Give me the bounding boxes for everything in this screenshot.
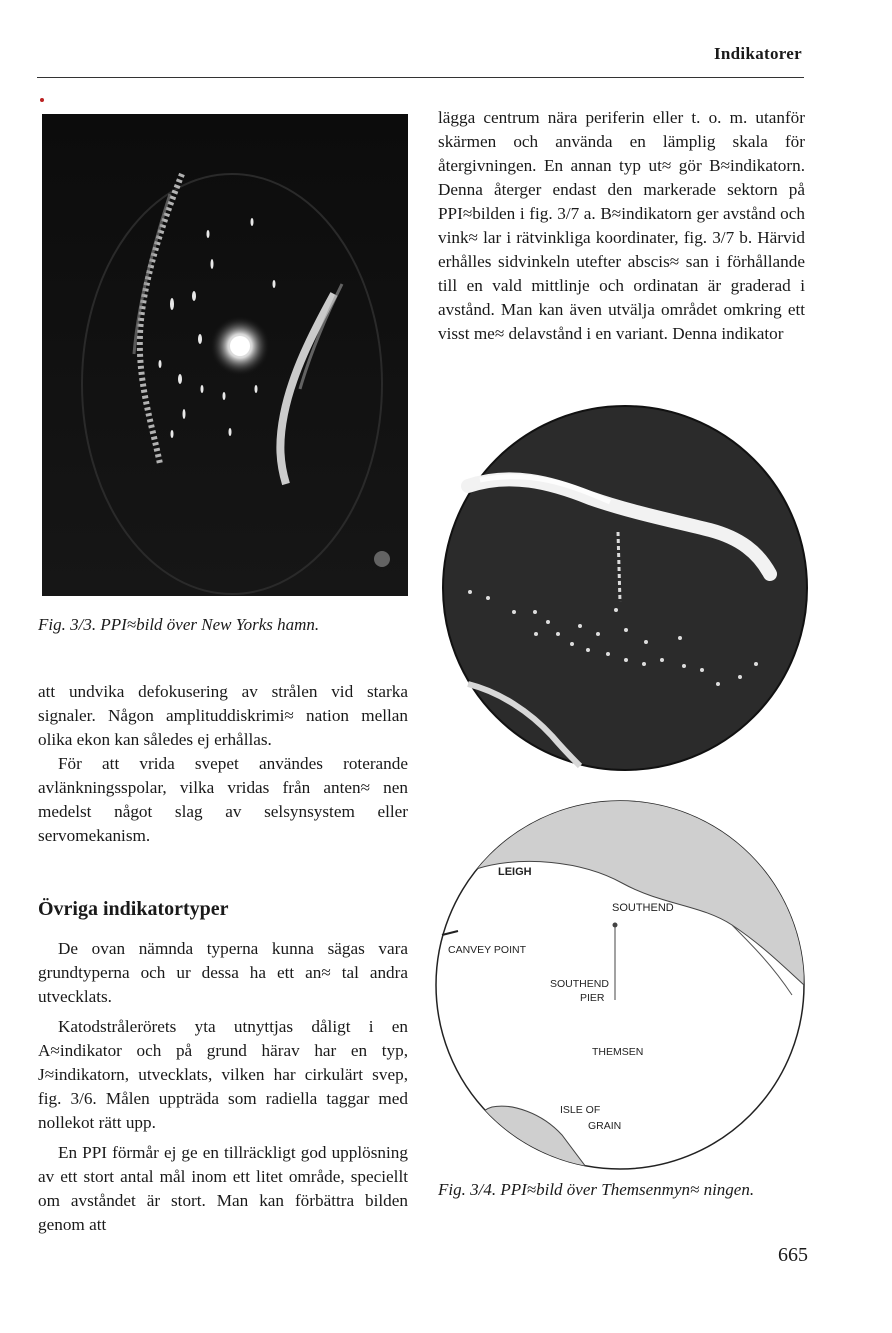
label-isle-of: ISLE OF [560,1104,601,1116]
section-paragraph-3: En PPI förmår ej ge en tillräckligt god upplösning av ett stort antal mål inom ett litet område, speciellt om avståndet är stort. Man kan förbättra bilden genom att [38,1143,408,1234]
label-southend-pier-1: SOUTHEND [550,978,609,990]
section-text [38,937,408,1243]
ppi-photo-new-york [42,114,408,596]
page-number: 665 [778,1244,808,1266]
header-rule [37,77,804,78]
section-heading: Övriga indikatortyper [38,898,229,920]
figure-caption-3-3: Fig. 3/3. PPI≈bild över New Yorks hamn. [38,615,320,634]
ppi-scope-photo [440,402,810,774]
figure-caption-3-4: Fig. 3/4. PPI≈bild över Themsenmyn≈ ningen. [438,1180,755,1199]
section-paragraph-1: De ovan nämnda typerna kunna sägas vara grundtyperna och ur dessa ha ett an≈ tal andra utvecklats. [38,939,408,1006]
label-southend: SOUTHEND [612,902,674,914]
label-leigh: LEIGH [498,866,532,878]
label-canvey-point: CANVEY POINT [448,944,526,956]
left-paragraph-1: att undvika defokusering av strålen vid starka signaler. Någon amplituddiskrimi≈ nation mellan olika ekon kan således ej erhållas. [38,682,408,749]
label-grain: GRAIN [588,1120,622,1132]
label-themsen: THEMSEN [592,1046,644,1058]
right-column-paragraph: lägga centrum nära periferin eller t. o. m. utanför skärmen och använda en lämplig skala för återgivningen. En annan typ ut≈ gör B≈indikatorn. Denna återger endast den markerade sektorn på PPI≈bilden i fig. 3/7 a. B≈indikatorn ger avstånd och vink≈ lar i rätvinkliga koordinater, fig. 3/7 b. Härvid erhålles sidvinkeln utefter abscis≈ san i förhållande till en vald mittlinje och ordinatan är graderad i avstånd. Man kan även utvälja området omkring ett visst me≈ delavstånd i en variant. Denna indikator [438,108,805,343]
print-mark [40,98,44,102]
thames-estuary-diagram [432,795,810,1175]
running-header: Indikatorer [714,44,802,63]
left-column-text [38,680,408,848]
left-paragraph-2: För att vrida svepet användes roterande avlänkningsspolar, vilka vridas från anten≈ nen medelst något slag av selsynsystem eller servomekanism. [38,754,408,845]
label-southend-pier-2: PIER [580,992,605,1004]
section-paragraph-2: Katodstrålerörets yta utnyttjas dåligt i en A≈indikator och på grund härav har en typ, J≈indikatorn, utvecklats, vilken har cirkulärt svep, fig. 3/6. Målen uppträda som radiella taggar med nollekot rätt upp. [38,1017,408,1132]
